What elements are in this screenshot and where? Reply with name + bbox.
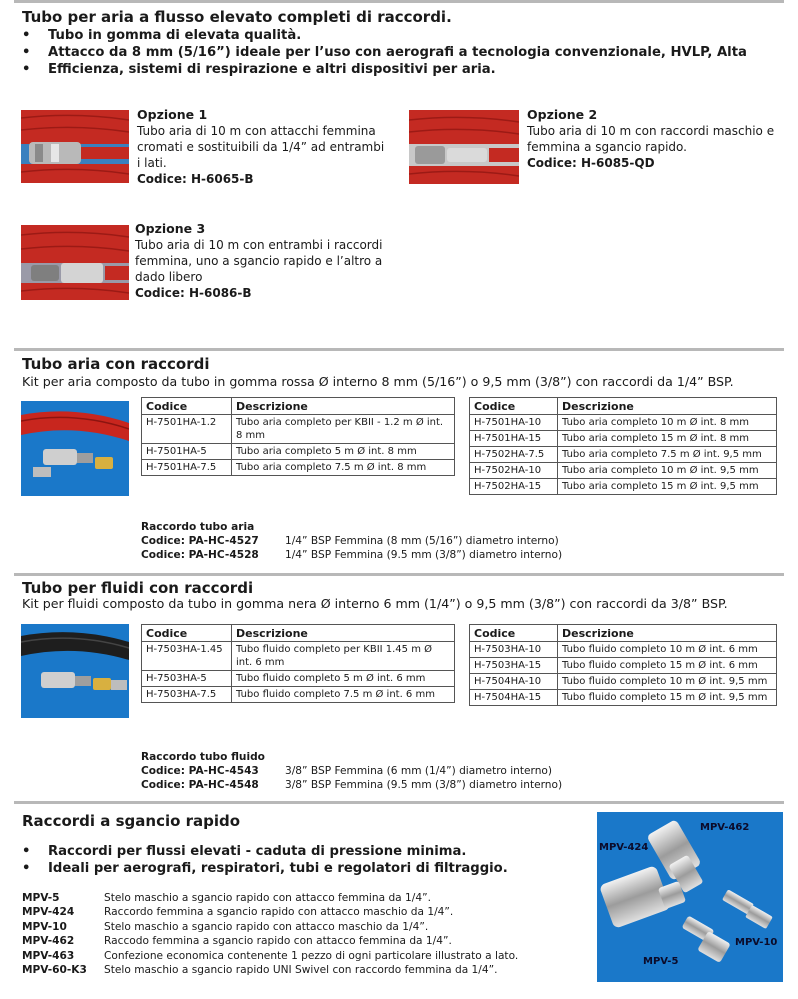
quick-items: [22, 891, 582, 977]
fitting-row: [141, 778, 562, 792]
quick-section-title: Raccordi a sgancio rapido: [22, 812, 241, 830]
table-row: [470, 690, 777, 706]
table-row: [470, 447, 777, 463]
top-rule: [14, 0, 784, 3]
fitting-row: [141, 534, 562, 548]
option-1-line: i lati.: [137, 156, 167, 170]
label-mpv-10: MPV-10: [735, 937, 778, 948]
quick-bullets: [22, 843, 582, 877]
table-row: [142, 687, 455, 703]
list-item: [22, 891, 582, 905]
fluid-section-intro: Kit per fluidi composto da tubo in gomma nera Ø interno 6 mm (1/4”) o 9,5 mm (3/8”) con raccordi da 3/8” BSP.: [22, 596, 728, 611]
list-item: [22, 934, 582, 948]
description-cell: Tubo fluido completo 10 m Ø int. 6 mm: [558, 642, 777, 658]
label-mpv-424: MPV-424: [599, 842, 649, 853]
option-1-title: Opzione 1: [137, 107, 208, 122]
option-3-line: femmina, uno a sgancio rapido e l’altro a: [135, 254, 383, 268]
column-header: Descrizione: [232, 625, 455, 642]
list-item: [22, 920, 582, 934]
option-2-title: Opzione 2: [527, 107, 598, 122]
code-cell: H-7504HA-15: [470, 690, 558, 706]
code-cell: H-7502HA-7.5: [470, 447, 558, 463]
option-3-line: dado libero: [135, 270, 203, 284]
item-code: MPV-5: [22, 892, 60, 904]
fitting-description: 3/8” BSP Femmina (6 mm (1/4”) diametro interno): [285, 765, 553, 777]
page-title: Tubo per aria a flusso elevato completi di raccordi.: [22, 8, 452, 26]
option-1: [137, 107, 407, 187]
air-section-title: Tubo aria con raccordi: [22, 355, 210, 373]
table-row: [470, 674, 777, 690]
option-2-code: Codice: H-6085-QD: [527, 156, 655, 170]
description-cell: Tubo fluido completo 7.5 m Ø int. 6 mm: [232, 687, 455, 703]
description-cell: Tubo aria completo 10 m Ø int. 8 mm: [558, 415, 777, 431]
item-code: MPV-424: [22, 906, 75, 919]
fitting-row: [141, 764, 562, 778]
option-3-photo: [21, 225, 129, 300]
section-divider: [14, 573, 784, 576]
fluid-table-left: [141, 624, 455, 703]
fluid-fittings-title: Raccordo tubo fluido: [141, 751, 265, 763]
section-divider: [14, 348, 784, 351]
code-cell: H-7504HA-10: [470, 674, 558, 690]
item-description: Stelo maschio a sgancio rapido con attacco femmina da 1/4”.: [104, 892, 431, 904]
quick-couplers-photo: [597, 812, 783, 982]
fitting-code: Codice: PA-HC-4548: [141, 779, 259, 791]
fitting-row: [141, 548, 562, 562]
column-header: Codice: [470, 625, 558, 642]
column-header: Codice: [142, 625, 232, 642]
label-mpv-5: MPV-5: [643, 956, 679, 967]
code-cell: H-7503HA-15: [470, 658, 558, 674]
option-2-line: Tubo aria di 10 m con raccordi maschio e: [527, 124, 775, 138]
option-3-code: Codice: H-6086-B: [135, 286, 252, 300]
description-cell: Tubo aria completo 15 m Ø int. 9,5 mm: [558, 479, 777, 495]
option-3: [135, 221, 405, 301]
fitting-code: Codice: PA-HC-4528: [141, 549, 259, 561]
fitting-code: Codice: PA-HC-4527: [141, 535, 259, 547]
description-cell: Tubo fluido completo per KBII 1.45 m Ø int. 6 mm: [232, 642, 455, 671]
description-cell: Tubo fluido completo 5 m Ø int. 6 mm: [232, 671, 455, 687]
section-divider: [14, 801, 784, 804]
column-header: Codice: [142, 398, 232, 415]
code-cell: H-7501HA-15: [470, 431, 558, 447]
header-bullet-continuation: • Efficienza, sistemi di respirazione e altri dispositivi per aria.: [22, 61, 782, 78]
description-cell: Tubo aria completo 15 m Ø int. 8 mm: [558, 431, 777, 447]
header-bullet: • Attacco da 8 mm (5/16”) ideale per l’uso con aerografi a tecnologia convenzionale, HVLP, Alta: [22, 44, 782, 61]
item-code: MPV-60-K3: [22, 964, 87, 977]
description-cell: Tubo fluido completo 15 m Ø int. 9,5 mm: [558, 690, 777, 706]
air-table-left: [141, 397, 455, 476]
description-cell: Tubo aria completo per KBII - 1.2 m Ø int. 8 mm: [232, 415, 455, 444]
description-cell: Tubo aria completo 7.5 m Ø int. 8 mm: [232, 460, 455, 476]
item-description: Stelo maschio a sgancio rapido UNI Swivel con raccordo femmina da 1/4”.: [104, 964, 498, 977]
item-code: MPV-463: [22, 949, 75, 962]
code-cell: H-7501HA-1.2: [142, 415, 232, 444]
column-header: Descrizione: [558, 625, 777, 642]
option-1-line: cromati e sostituibili da 1/4” ad entrambi: [137, 140, 385, 154]
item-code: MPV-462: [22, 935, 75, 948]
description-cell: Tubo fluido completo 10 m Ø int. 9,5 mm: [558, 674, 777, 690]
table-header-row: [142, 625, 455, 642]
code-cell: H-7503HA-1.45: [142, 642, 232, 671]
table-row: [142, 671, 455, 687]
table-header-row: [142, 398, 455, 415]
fitting-code: Codice: PA-HC-4543: [141, 765, 259, 777]
table-row: [142, 444, 455, 460]
air-fittings-title: Raccordo tubo aria: [141, 521, 255, 533]
item-code: MPV-10: [22, 920, 67, 933]
table-row: [470, 658, 777, 674]
code-cell: H-7503HA-10: [470, 642, 558, 658]
option-2-photo: [409, 110, 519, 184]
description-cell: Tubo aria completo 7.5 m Ø int. 9,5 mm: [558, 447, 777, 463]
item-description: Raccordo femmina a sgancio rapido con attacco maschio da 1/4”.: [104, 906, 454, 919]
table-row: [142, 460, 455, 476]
code-cell: H-7501HA-10: [470, 415, 558, 431]
description-cell: Tubo fluido completo 15 m Ø int. 6 mm: [558, 658, 777, 674]
fitting-description: 1/4” BSP Femmina (9.5 mm (3/8”) diametro interno): [285, 549, 563, 561]
table-row: [470, 463, 777, 479]
option-1-line: Tubo aria di 10 m con attacchi femmina: [137, 124, 376, 138]
list-item: [22, 963, 582, 977]
column-header: Codice: [470, 398, 558, 415]
item-description: Stelo maschio a sgancio rapido con attacco maschio da 1/4”.: [104, 920, 429, 933]
fitting-description: 1/4” BSP Femmina (8 mm (5/16”) diametro interno): [285, 535, 559, 547]
fluid-section-title: Tubo per fluidi con raccordi: [22, 579, 254, 597]
column-header: Descrizione: [558, 398, 777, 415]
description-cell: Tubo aria completo 5 m Ø int. 8 mm: [232, 444, 455, 460]
option-3-line: Tubo aria di 10 m con entrambi i raccordi: [135, 238, 383, 252]
fluid-hose-photo: [21, 624, 129, 718]
air-table-right: [469, 397, 777, 495]
code-cell: H-7503HA-5: [142, 671, 232, 687]
table-header-row: [470, 625, 777, 642]
table-header-row: [470, 398, 777, 415]
table-row: [470, 431, 777, 447]
list-item: [22, 905, 582, 919]
code-cell: H-7503HA-7.5: [142, 687, 232, 703]
label-mpv-462: MPV-462: [700, 822, 750, 833]
code-cell: H-7501HA-5: [142, 444, 232, 460]
code-cell: H-7502HA-15: [470, 479, 558, 495]
quick-bullet: • Ideali per aerografi, respiratori, tubi e regolatori di filtraggio.: [22, 860, 582, 877]
list-item: [22, 949, 582, 963]
option-3-title: Opzione 3: [135, 221, 206, 236]
header-bullets: [22, 27, 782, 78]
air-section-intro: Kit per aria composto da tubo in gomma rossa Ø interno 8 mm (5/16”) o 9,5 mm (3/8”) con raccordi da 1/4” BSP.: [22, 374, 734, 389]
item-description: Raccodo femmina a sgancio rapido con attacco femmina da 1/4”.: [104, 935, 452, 948]
header-bullet: • Tubo in gomma di elevata qualità.: [22, 27, 782, 44]
code-cell: H-7502HA-10: [470, 463, 558, 479]
column-header: Descrizione: [232, 398, 455, 415]
fluid-fittings: [141, 750, 562, 792]
option-1-code: Codice: H-6065-B: [137, 172, 254, 186]
option-1-photo: [21, 110, 129, 183]
air-hose-photo: [21, 401, 129, 496]
code-cell: H-7501HA-7.5: [142, 460, 232, 476]
air-fittings: [141, 520, 562, 562]
option-2-line: femmina a sgancio rapido.: [527, 140, 687, 154]
table-row: [142, 415, 455, 444]
table-row: [470, 642, 777, 658]
fitting-description: 3/8” BSP Femmina (9.5 mm (3/8”) diametro interno): [285, 779, 563, 791]
option-2: [527, 107, 792, 171]
fluid-table-right: [469, 624, 777, 706]
table-row: [142, 642, 455, 671]
table-row: [470, 479, 777, 495]
description-cell: Tubo aria completo 10 m Ø int. 9,5 mm: [558, 463, 777, 479]
quick-bullet: • Raccordi per flussi elevati - caduta di pressione minima.: [22, 843, 582, 860]
item-description: Confezione economica contenente 1 pezzo di ogni particolare illustrato a lato.: [104, 949, 519, 962]
table-row: [470, 415, 777, 431]
